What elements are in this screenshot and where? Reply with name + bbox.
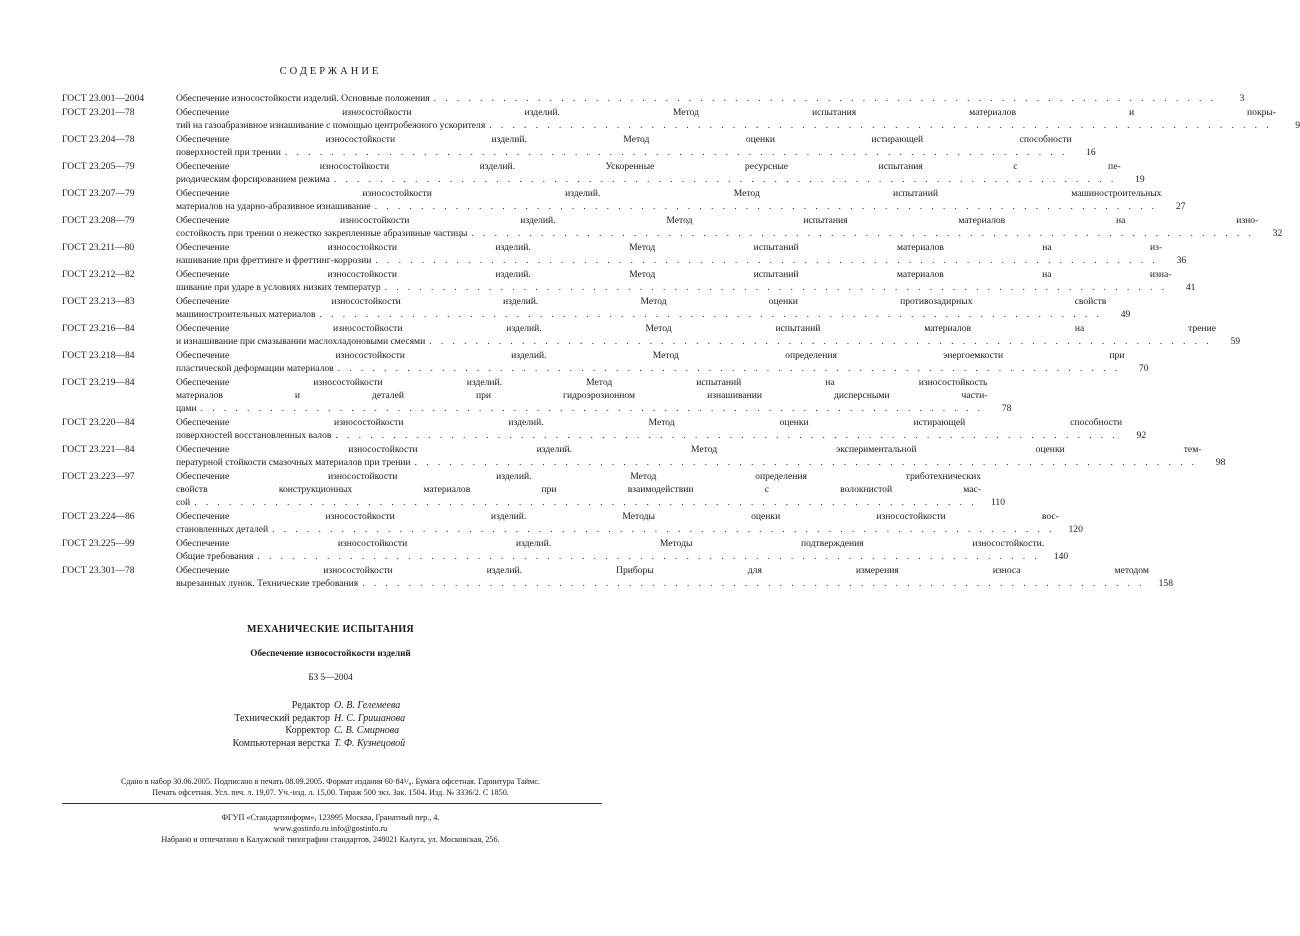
toc-entry-line: [176, 349, 1149, 362]
toc-entry[interactable]: [62, 268, 1196, 294]
toc-line-text: вырезанных лунок. Технические требования: [176, 578, 359, 590]
toc-line-text: Обеспечение износостойкости изделий. Метод определения энергоемкости при: [176, 349, 1125, 361]
toc-line-text: Обеспечение износостойкости изделий. Метод определения триботехнических: [176, 471, 981, 482]
toc-entry-code: ГОСТ 23.001—2004: [62, 93, 145, 104]
dot-leader: . . . . . . . . . . . . . . . . . . . . . . . . . . . . . . . . . . . . . . . . . . . . . . . . . . . . . . . . . . . . . . . . . . . .: [284, 147, 1068, 158]
toc-entry-code: ГОСТ 23.207—79: [62, 187, 135, 199]
section-title: МЕХАНИЧЕСКИЕ ИСПЫТАНИЯ: [247, 624, 414, 635]
staff-role: Редактор: [291, 700, 330, 711]
toc-entry-line: [176, 402, 1011, 415]
toc-entry-code: ГОСТ 23.204—78: [62, 133, 135, 145]
toc-entry-title: [176, 106, 1300, 132]
toc-entry[interactable]: [62, 322, 1241, 348]
toc-entry-title: [176, 160, 1145, 186]
toc-line-text: Обеспечение износостойкости изделий. Приборы для измерения износа методом: [176, 565, 1149, 577]
toc-entry-title: [176, 443, 1225, 469]
toc-entry-code: ГОСТ 23.218—84: [62, 349, 135, 361]
toc-entry-line: [176, 564, 1173, 577]
toc-entry-line: [176, 268, 1195, 281]
toc-page-number: 92: [1136, 430, 1147, 442]
toc-entry-line: [176, 550, 1068, 563]
toc-line-text: состойкость при трении о нежестко закрепленные абразивные частицы: [176, 228, 468, 239]
toc-entry[interactable]: [62, 295, 1131, 321]
toc-page-number: 158: [1158, 578, 1173, 590]
catalog-code: БЗ 5—2004: [308, 672, 353, 682]
toc-line-text: Общие требования: [176, 551, 254, 563]
toc-entry-line: [176, 376, 1011, 389]
toc-entry-line: [176, 241, 1186, 254]
toc-entry-line: [176, 106, 1300, 119]
section-subtitle: Обеспечение износостойкости изделий: [250, 648, 411, 658]
toc-entry-title: [176, 241, 1186, 267]
toc-entry-line: [176, 173, 1145, 186]
toc-line-text: цами: [176, 403, 197, 415]
dot-leader: . . . . . . . . . . . . . . . . . . . . . . . . . . . . . . . . . . . . . . . . . . . . . . . . . . . . . . . . . . . . . . . . . . . .: [337, 363, 1121, 374]
toc-entry-line: [176, 187, 1185, 200]
toc-page-number: 70: [1138, 363, 1149, 374]
toc-entry-line: [176, 510, 1083, 523]
toc-entry-line: [176, 470, 1005, 483]
publisher-line: Набрано и отпечатано в Калужской типографии стандартов, 248021 Калуга, ул. Московская, 256.: [161, 835, 500, 844]
toc-entry-title: [176, 416, 1146, 442]
editorial-staff: [0, 700, 661, 750]
toc-entry-title: [176, 133, 1096, 159]
dot-leader: . . . . . . . . . . . . . . . . . . . . . . . . . . . . . . . . . . . . . . . . . . . . . . . . . . . . . . . . . . . . . . . . . . . .: [200, 403, 984, 415]
toc-line-text: шивание при ударе в условиях низких температур: [176, 282, 381, 293]
toc-page-number: 32: [1272, 228, 1283, 239]
toc-entry-title: [176, 349, 1149, 375]
toc-entry-code: ГОСТ 23.225—99: [62, 538, 135, 550]
toc-entry-line: [176, 281, 1195, 294]
toc-line-text: Обеспечение износостойкости изделий. Метод испытаний машиностроительных: [176, 187, 1162, 199]
toc-entry-line: [176, 362, 1149, 375]
toc-entry[interactable]: [62, 187, 1186, 213]
staff-name: С. В. Смирнова: [334, 725, 400, 737]
toc-entry-title: [176, 214, 1282, 240]
dot-leader: . . . . . . . . . . . . . . . . . . . . . . . . . . . . . . . . . . . . . . . . . . . . . . . . . . . . . . . . . . . . . . . . . . . .: [194, 497, 977, 509]
publisher-info: [0, 812, 661, 845]
toc-entry-line: [176, 496, 1005, 509]
toc-entry[interactable]: [62, 133, 1096, 159]
toc-entry-line: [176, 119, 1300, 132]
toc-entry-line: [176, 200, 1185, 213]
toc-entry-line: [176, 254, 1186, 267]
toc-line-text: Обеспечение износостойкости изделий. Основные положения: [176, 93, 430, 104]
imprint-line: Печать офсетная. Усл. печ. л. 19,07. Уч.-изд. л. 15,00. Тираж 500 экз. Зак. 1504. Изд. № 3336/2. С 1850.: [152, 788, 509, 797]
toc-entry-line: [176, 308, 1130, 321]
toc-line-text: Обеспечение износостойкости изделий. Метод испытаний материалов на трение: [176, 322, 1217, 334]
staff-role: Технический редактор: [234, 712, 330, 724]
toc-entry[interactable]: [62, 92, 1245, 105]
toc-entry-title: [176, 510, 1083, 536]
toc-entry-code: ГОСТ 23.201—78: [62, 106, 135, 118]
dot-leader: . . . . . . . . . . . . . . . . . . . . . . . . . . . . . . . . . . . . . . . . . . . . . . . . . . . . . . . . . . . . . . . . . . . .: [375, 255, 1159, 266]
toc-entry-code: ГОСТ 23.205—79: [62, 160, 135, 172]
toc-entry-code: ГОСТ 23.211—80: [62, 241, 135, 253]
staff-name: О. В. Гелемеева: [334, 700, 401, 711]
toc-entry[interactable]: [62, 214, 1283, 240]
toc-line-text: Обеспечение износостойкости изделий. Метод оценки противозадирных свойств: [176, 295, 1107, 307]
dot-leader: . . . . . . . . . . . . . . . . . . . . . . . . . . . . . . . . . . . . . . . . . . . . . . . . . . . . . . . . . . . . . . . . . . . .: [335, 430, 1119, 442]
toc-entry-line: [176, 160, 1145, 173]
toc-entry-code: ГОСТ 23.301—78: [62, 565, 135, 577]
staff-role: Корректор: [285, 725, 330, 737]
toc-entry-line: [176, 389, 1011, 402]
staff-name: Т. Ф. Кузнецовой: [334, 737, 406, 749]
toc-entry[interactable]: [62, 241, 1187, 267]
toc-line-text: Обеспечение износостойкости изделий. Метод испытаний материалов на из-: [176, 241, 1163, 253]
print-imprint: [0, 776, 661, 798]
toc-entry[interactable]: [62, 106, 1300, 132]
toc-line-text: тий на газоабразивное изнашивание с помощью центробежного ускорителя: [176, 120, 486, 131]
toc-entry-line: [176, 523, 1083, 536]
dot-leader: . . . . . . . . . . . . . . . . . . . . . . . . . . . . . . . . . . . . . . . . . . . . . . . . . . . . . . . . . . . . . . . . . . . .: [333, 174, 1117, 185]
toc-entry-line: [176, 335, 1240, 348]
dot-leader: . . . . . . . . . . . . . . . . . . . . . . . . . . . . . . . . . . . . . . . . . . . . . . . . . . . . . . . . . . . . . . . . . . . .: [433, 93, 1217, 104]
dot-leader: . . . . . . . . . . . . . . . . . . . . . . . . . . . . . . . . . . . . . . . . . . . . . . . . . . . . . . . . . . . . . . . . . . . .: [489, 120, 1273, 131]
toc-entry-line: [176, 214, 1282, 227]
toc-entry-title: [176, 537, 1068, 563]
toc-entry-title: [176, 376, 1011, 416]
toc-page-number: 9: [1295, 120, 1300, 131]
toc-line-text: пературной стойкости смазочных материалов при трении: [176, 457, 411, 469]
toc-entry-line: [176, 146, 1096, 159]
toc-page-number: 16: [1086, 147, 1096, 158]
toc-entry-code: ГОСТ 23.224—86: [62, 511, 135, 523]
toc-entry-line: [176, 322, 1240, 335]
toc-entry-line: [176, 443, 1225, 456]
dot-leader: . . . . . . . . . . . . . . . . . . . . . . . . . . . . . . . . . . . . . . . . . . . . . . . . . . . . . . . . . . . . . . . . . . . .: [429, 336, 1213, 347]
dot-leader: . . . . . . . . . . . . . . . . . . . . . . . . . . . . . . . . . . . . . . . . . . . . . . . . . . . . . . . . . . . . . . . . . . . .: [471, 228, 1255, 239]
toc-entry-line: [176, 92, 1244, 105]
dot-leader: . . . . . . . . . . . . . . . . . . . . . . . . . . . . . . . . . . . . . . . . . . . . . . . . . . . . . . . . . . . . . . . . . . . .: [414, 457, 1198, 469]
toc-line-text: становленных деталей: [176, 524, 269, 536]
toc-entry-title: [176, 92, 1244, 105]
toc-line-text: риодическим форсированием режима: [176, 174, 330, 185]
toc-line-text: Обеспечение износостойкости изделий. Ускоренные ресурсные испытания с пе-: [176, 160, 1121, 172]
toc-entry-title: [176, 295, 1130, 321]
toc-page-number: 3: [1239, 93, 1245, 104]
toc-line-text: поверхностей восстановленных валов: [176, 430, 332, 442]
toc-entry-code: ГОСТ 23.221—84: [62, 444, 135, 455]
toc-page-number: 59: [1230, 336, 1241, 347]
toc-page-number: 120: [1068, 524, 1083, 536]
toc-entry-line: [176, 456, 1225, 469]
toc-page-number: 27: [1175, 201, 1186, 212]
dot-leader: . . . . . . . . . . . . . . . . . . . . . . . . . . . . . . . . . . . . . . . . . . . . . . . . . . . . . . . . . . . . . . . . . . . .: [384, 282, 1168, 293]
toc-line-text: машиностроительных материалов: [176, 309, 316, 320]
toc-entry[interactable]: [62, 376, 1012, 416]
toc-line-text: Обеспечение износостойкости изделий. Методы оценки износостойкости вос-: [176, 511, 1059, 523]
toc-entry-code: ГОСТ 23.220—84: [62, 417, 135, 428]
toc-line-text: и изнашивание при смазывании маслохладоновыми смесями: [176, 336, 426, 347]
toc-line-text: Обеспечение износостойкости изделий. Метод испытаний материалов на изна-: [176, 268, 1172, 280]
publisher-line: ФГУП «Стандартинформ», 123995 Москва, Гранатный пер., 4.: [221, 813, 440, 822]
toc-line-text: нашивание при фреттинге и фреттинг-коррозии: [176, 255, 372, 266]
toc-line-text: материалов на ударно-абразивное изнашивание: [176, 201, 371, 212]
toc-line-text: Обеспечение износостойкости изделий. Метод экспериментальной оценки тем-: [176, 444, 1202, 455]
toc-entry[interactable]: [62, 537, 1069, 563]
publisher-web[interactable]: www.gostinfo.ru info@gostinfo.ru: [273, 824, 388, 833]
toc-heading: СОДЕРЖАНИЕ: [279, 66, 382, 77]
toc-entry-line: [176, 295, 1130, 308]
toc-entry-code: ГОСТ 23.216—84: [62, 322, 135, 334]
toc-entry-line: [176, 483, 1005, 496]
toc-entry[interactable]: [62, 443, 1226, 469]
toc-entry[interactable]: [62, 416, 1147, 442]
imprint-line: Сдано в набор 30.06.2005. Подписано в печать 08.09.2005. Формат издания 60·84¹/₈. Бумага офсетная. Гарнитура Таймс.: [120, 777, 541, 786]
dot-leader: . . . . . . . . . . . . . . . . . . . . . . . . . . . . . . . . . . . . . . . . . . . . . . . . . . . . . . . . . . . . . . . . . . . .: [374, 201, 1158, 212]
toc-page-number: 49: [1120, 309, 1131, 320]
toc-page-number: 110: [990, 497, 1005, 509]
toc-entry[interactable]: [62, 510, 1083, 536]
toc-line-text: Обеспечение износостойкости изделий. Метод испытания материалов и покры-: [176, 106, 1277, 118]
staff-row-corrector: [0, 725, 661, 738]
toc-line-text: пластической деформации материалов: [176, 363, 334, 374]
toc-line-text: Обеспечение износостойкости изделий. Метод испытаний на износостойкость: [176, 376, 988, 388]
toc-entry-code: ГОСТ 23.219—84: [62, 376, 135, 388]
toc-line-text: материалов и деталей при гидроэрозионном изнашивании дисперсными части-: [176, 390, 988, 401]
toc-entry[interactable]: [62, 160, 1145, 186]
toc-entry-title: [176, 470, 1005, 510]
dot-leader: . . . . . . . . . . . . . . . . . . . . . . . . . . . . . . . . . . . . . . . . . . . . . . . . . . . . . . . . . . . . . . . . . . . .: [319, 309, 1103, 320]
toc-page-number: 98: [1215, 457, 1226, 469]
staff-name: Н. С. Гришанова: [334, 712, 406, 724]
toc-entry-code: ГОСТ 23.213—83: [62, 295, 135, 307]
toc-page-number: 19: [1135, 174, 1145, 185]
staff-row-editor: [0, 700, 661, 713]
toc-line-text: сой: [176, 497, 191, 509]
staff-role: Компьютерная верстка: [232, 737, 330, 749]
dot-leader: . . . . . . . . . . . . . . . . . . . . . . . . . . . . . . . . . . . . . . . . . . . . . . . . . . . . . . . . . . . . . . . . . . . .: [362, 578, 1145, 590]
toc-line-text: Обеспечение износостойкости изделий. Методы подтверждения износостойкости.: [176, 538, 1045, 550]
dot-leader: . . . . . . . . . . . . . . . . . . . . . . . . . . . . . . . . . . . . . . . . . . . . . . . . . . . . . . . . . . . . . . . . . . . .: [272, 524, 1055, 536]
toc-page-number: 36: [1176, 255, 1187, 266]
toc-entry-code: ГОСТ 23.212—82: [62, 268, 135, 280]
toc-entry-line: [176, 133, 1096, 146]
toc-entry-title: [176, 322, 1240, 348]
toc-entry[interactable]: [62, 564, 1173, 590]
toc-entry-line: [176, 429, 1146, 442]
toc-entry-code: ГОСТ 23.223—97: [62, 471, 135, 482]
toc-line-text: Обеспечение износостойкости изделий. Метод оценки истирающей способности: [176, 417, 1123, 428]
toc-page-number: 140: [1053, 551, 1069, 563]
toc-entry-line: [176, 416, 1146, 429]
toc-entry-code: ГОСТ 23.208—79: [62, 214, 135, 226]
divider: [62, 803, 602, 804]
toc-entry-title: [176, 564, 1173, 590]
toc-entry-line: [176, 227, 1282, 240]
toc-line-text: свойств конструкционных материалов при взаимодействии с волокнистой мас-: [176, 484, 981, 496]
toc-line-text: Обеспечение износостойкости изделий. Метод оценки истирающей способности: [176, 133, 1072, 145]
toc-entry-title: [176, 268, 1195, 294]
toc-page-number: 78: [1001, 403, 1012, 415]
toc-entry-title: [176, 187, 1185, 213]
staff-row-tech-editor: [0, 713, 661, 726]
toc-line-text: Обеспечение износостойкости изделий. Метод испытания материалов на изно-: [176, 214, 1259, 226]
toc-entry-line: [176, 537, 1068, 550]
toc-page-number: 41: [1185, 282, 1196, 293]
toc-entry[interactable]: [62, 349, 1149, 375]
toc-line-text: поверхностей при трении: [176, 147, 281, 158]
staff-row-layout: [0, 738, 661, 751]
toc-entry-line: [176, 577, 1173, 590]
table-of-contents: [62, 92, 1300, 591]
dot-leader: . . . . . . . . . . . . . . . . . . . . . . . . . . . . . . . . . . . . . . . . . . . . . . . . . . . . . . . . . . . . . . . . . . . .: [257, 551, 1041, 563]
toc-entry[interactable]: [62, 470, 1005, 510]
